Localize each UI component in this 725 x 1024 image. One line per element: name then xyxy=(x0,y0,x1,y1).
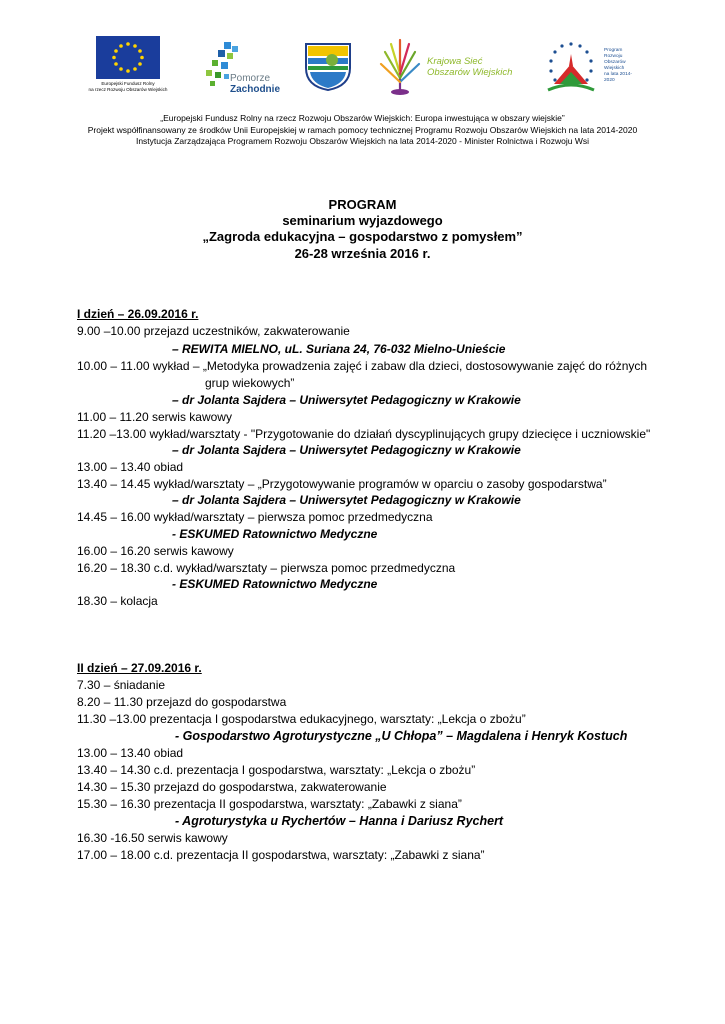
title-line-2: seminarium wyjazdowego xyxy=(282,213,443,229)
funding-line-1: „Europejski Fundusz Rolny na rzecz Rozwoju Obszarów Wiejskich: Europa inwestująca w obszary wiejskie” xyxy=(160,113,565,123)
prow-text-4: Wiejskich xyxy=(604,66,625,71)
schedule-line: 14.30 – 15.30 przejazd do gospodarstwa, zakwaterowanie xyxy=(77,780,387,794)
eu-caption-line-2: na rzecz Rozwoju Obszarów Wiejskich xyxy=(88,86,168,92)
funding-line-3: Instytucja Zarządzająca Programem Rozwoju Obszarów Wiejskich na lata 2014-2020 - Minister Rolnictwa i Rozwoju Wsi xyxy=(135,136,590,146)
schedule-line: 16.00 – 16.20 serwis kawowy xyxy=(77,544,234,558)
title-line-1: PROGRAM xyxy=(328,197,397,212)
schedule-line: 13.00 – 13.40 obiad xyxy=(77,746,184,760)
program-title xyxy=(0,197,725,262)
prow-text-5: na lata 2014-2020 xyxy=(604,72,633,83)
ksow-text-1: Krajowa Sieć xyxy=(427,56,483,67)
zachodnie-text: Zachodnie xyxy=(230,84,281,95)
eu-caption-line-1: Europejski Fundusz Rolny xyxy=(101,81,155,86)
schedule-line: 17.00 – 18.00 c.d. prezentacja II gospodarstwa, warsztaty: „Zabawki z siana” xyxy=(77,848,485,862)
prow-logo xyxy=(540,36,640,98)
pomorze-zachodnie-logo xyxy=(198,36,288,98)
speaker-line: – dr Jolanta Sajdera – Uniwersytet Pedagogiczny w Krakowie xyxy=(172,493,521,507)
schedule-line: 16.20 – 18.30 c.d. wykład/warsztaty – pierwsza pomoc przedmedyczna xyxy=(77,561,456,575)
ksow-logo xyxy=(377,36,522,98)
pomorze-text: Pomorze xyxy=(230,73,271,84)
prow-text-2: Rozwoju xyxy=(604,54,623,59)
venue-line: – REWITA MIELNO, uL. Suriana 24, 76-032 Mielno-Unieście xyxy=(172,342,506,356)
schedule-line: 11.00 – 11.20 serwis kawowy xyxy=(77,410,232,424)
prow-emblem-icon xyxy=(540,40,602,96)
schedule-line: 15.30 – 16.30 prezentacja II gospodarstwa, warsztaty: „Zabawki z siana” xyxy=(77,797,462,811)
host-line: - Gospodarstwo Agroturystyczne „U Chłopa” – Magdalena i Henryk Kostuch xyxy=(175,729,628,743)
day1-heading: I dzień – 26.09.2016 r. xyxy=(77,307,199,321)
schedule-line: 8.20 – 11.30 przejazd do gospodarstwa xyxy=(77,695,287,709)
title-line-3: „Zagroda edukacyjna – gospodarstwo z pomysłem” xyxy=(202,229,523,245)
schedule-line: 11.30 –13.00 prezentacja I gospodarstwa edukacyjnego, warsztaty: „Lekcja o zbożu” xyxy=(77,712,526,726)
schedule-line: 14.45 – 16.00 wykład/warsztaty – pierwsza pomoc przedmedyczna xyxy=(77,510,433,524)
speaker-line: – dr Jolanta Sajdera – Uniwersytet Pedagogiczny w Krakowie xyxy=(172,443,521,457)
coat-of-arms-icon xyxy=(302,40,354,92)
regional-coat-of-arms-logo xyxy=(302,36,354,98)
title-line-4: 26-28 września 2016 r. xyxy=(294,245,431,261)
ksow-tree-icon xyxy=(377,38,423,96)
schedule-line: 10.00 – 11.00 wykład – „Metodyka prowadzenia zajęć i zabaw dla dzieci, dostosowywanie zajęć do różnych xyxy=(77,359,648,373)
schedule-line: 16.30 -16.50 serwis kawowy xyxy=(77,831,228,845)
schedule-line: 11.20 –13.00 wykład/warsztaty - "Przygotowanie do działań dyscyplinujących grupy dziecięce i uczniowskie" xyxy=(77,427,651,441)
schedule-line: 18.30 – kolacja xyxy=(77,594,158,608)
logo-bar xyxy=(0,36,725,98)
schedule-line: 13.40 – 14.45 wykład/warsztaty – „Przygotowywanie programów w oparciu o zasoby gospodarstwa” xyxy=(77,477,607,491)
speaker-line: - ESKUMED Ratownictwo Medyczne xyxy=(172,527,378,541)
prow-text-1: Program xyxy=(604,48,623,53)
day2-heading: II dzień – 27.09.2016 r. xyxy=(77,661,202,675)
schedule-line: 7.30 – śniadanie xyxy=(77,678,166,692)
eu-caption xyxy=(87,81,169,92)
prow-text-3: Obszarów xyxy=(604,60,626,65)
host-line: - Agroturystyka u Rychertów – Hanna i Dariusz Rychert xyxy=(175,814,504,828)
eu-flag-icon xyxy=(96,36,160,79)
ksow-text-2: Obszarów Wiejskich xyxy=(427,67,513,78)
schedule-line: 9.00 –10.00 przejazd uczestników, zakwaterowanie xyxy=(77,324,350,338)
speaker-line: – dr Jolanta Sajdera – Uniwersytet Pedagogiczny w Krakowie xyxy=(172,393,521,407)
schedule-line: 13.00 – 13.40 obiad xyxy=(77,460,184,474)
funding-header xyxy=(0,113,725,148)
schedule-line-continued: grup wiekowych” xyxy=(205,376,295,390)
funding-line-2: Projekt współfinansowany ze środków Unii Europejskiej w ramach pomocy technicznej Programu Rozwoju Obszarów Wiejskich na lata 2014-2020 xyxy=(87,124,638,135)
speaker-line: - ESKUMED Ratownictwo Medyczne xyxy=(172,577,378,591)
eu-logo xyxy=(88,36,168,98)
schedule-line: 13.40 – 14.30 c.d. prezentacja I gospodarstwa, warsztaty: „Lekcja o zbożu” xyxy=(77,763,476,777)
